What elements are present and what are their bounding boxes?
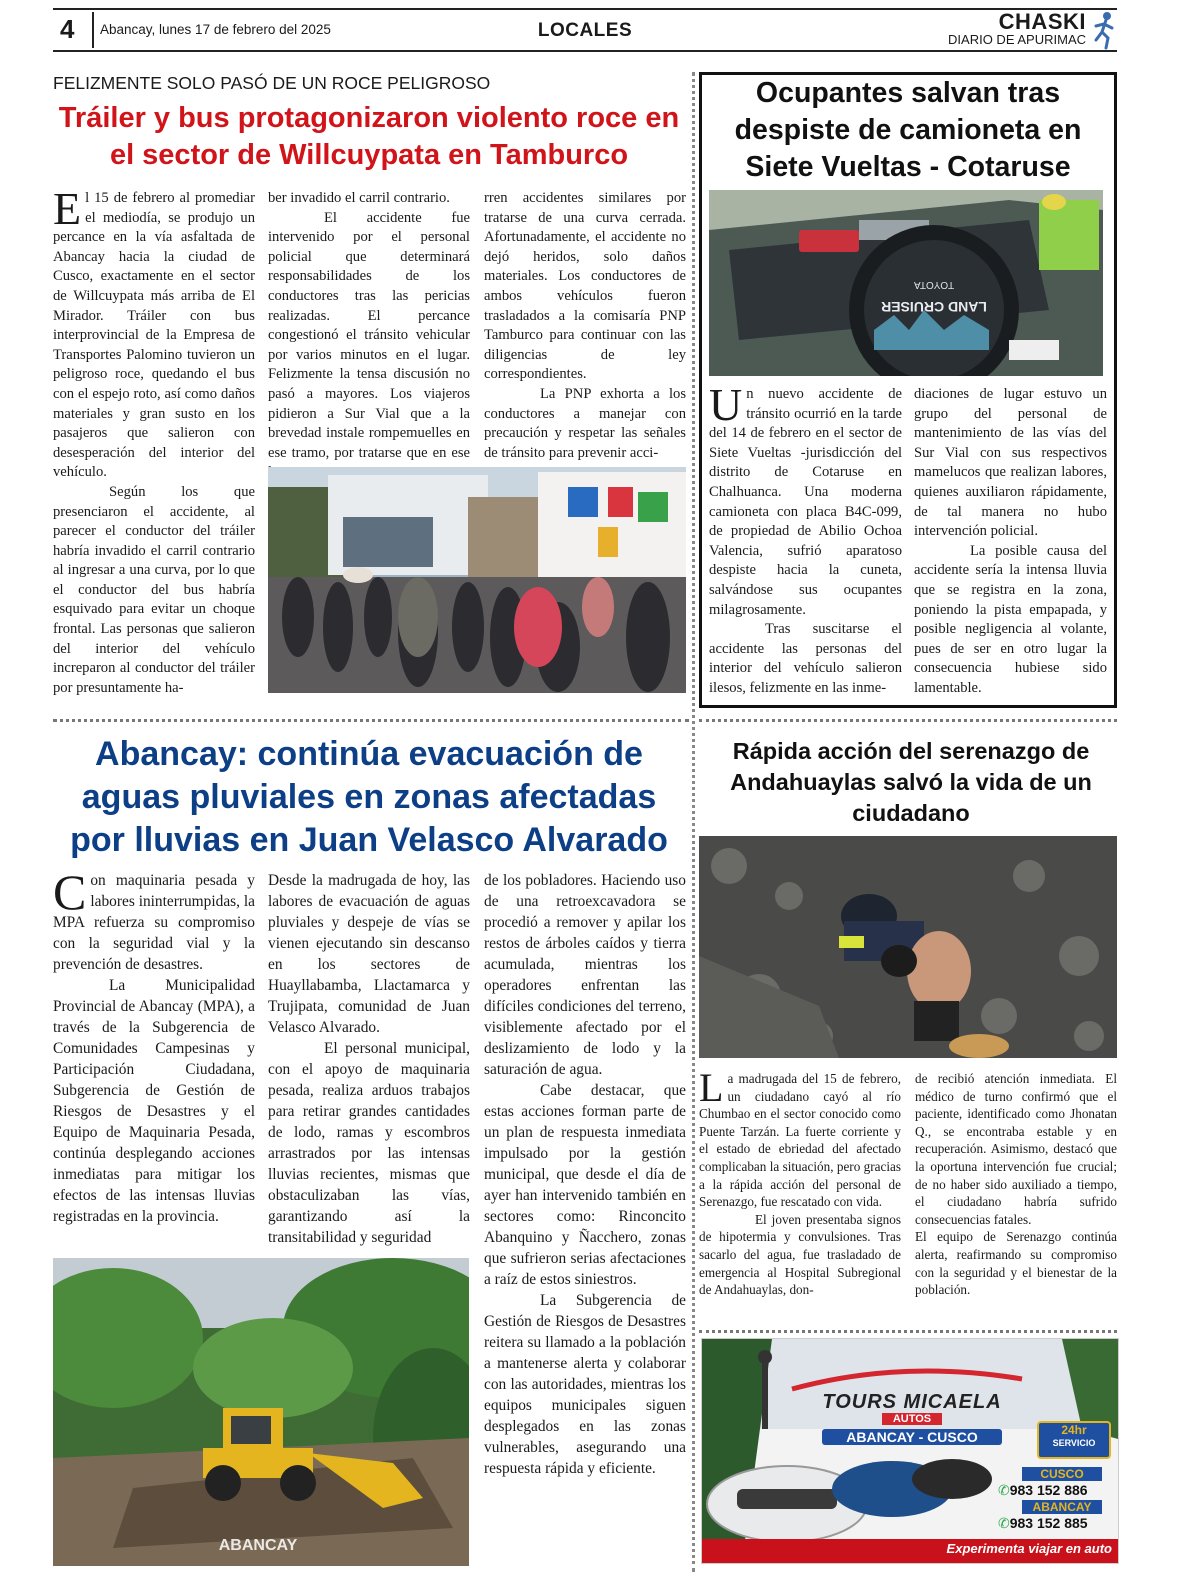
article2-dropcap: U xyxy=(709,379,743,430)
whatsapp-icon: ✆ xyxy=(998,1515,1010,1531)
ad-service-hours: 24hr xyxy=(1061,1423,1087,1437)
header-top-rule xyxy=(53,8,1117,10)
section-label: LOCALES xyxy=(537,20,633,41)
article1-column-1 xyxy=(53,183,255,698)
article3-column-3 xyxy=(484,870,686,1479)
ad-autos-label: AUTOS xyxy=(882,1413,942,1425)
article4-column-1 xyxy=(699,1065,901,1299)
header-bottom-rule xyxy=(53,50,1117,52)
ad-city-abancay: ABANCAY xyxy=(1022,1500,1102,1514)
chaski-runner-logo xyxy=(1092,10,1118,50)
ad-slogan: Experimenta viajar en auto xyxy=(946,1541,1112,1556)
article1-paragraph: La PNP exhorta a los conductores a manejar con precaución y respetar las señales de tránsito para prevenir acci- xyxy=(484,385,686,461)
article1-photo-trailer-bus xyxy=(268,467,686,693)
article1-headline: Tráiler y bus protagonizaron violento roce en el sector de Willcuypata en Tamburco xyxy=(58,102,680,171)
ad-service-badge xyxy=(1037,1421,1111,1459)
whatsapp-icon: ✆ xyxy=(998,1482,1010,1498)
ad-route: ABANCAY - CUSCO xyxy=(822,1429,1002,1445)
article2-paragraph: n nuevo accidente de tránsito ocurrió en la tarde del 14 de febrero en el sector de Siete Vueltas -jurisdicción del distrito de Cotaruse en Chalhuanca. Una moderna camioneta con placa B4C-099, de propiedad de Abilio Ochoa Valencia, sufrió aparatoso despiste hacia la cuneta, salvándose sus ocupantes milagrosamente. xyxy=(709,386,902,618)
article1-paragraph: rren accidentes similares por tratarse de una curva cerrada. Afortunadamente, el accidente no dejó heridos, solo daños materiales. Los conductores de ambos vehículos fueron trasladados a la comisaría PNP Tamburco para continuar con las diligencias de ley correspondientes. xyxy=(484,190,686,383)
ad-phone-cusco[interactable] xyxy=(998,1482,1108,1499)
article4-photo-rescue xyxy=(699,836,1117,1058)
article3-dropcap: C xyxy=(53,864,87,920)
article2-paragraph: diaciones de lugar estuvo un grupo del personal de mantenimiento de las vías del Sur Vial con sus respectivos mamelucos que realizan labores, quienes auxiliaron rápidamente, de tal manera no hubo intervención policial. xyxy=(914,386,1107,540)
article3-column-2 xyxy=(268,870,470,1248)
tire-model-text: LAND CRUISER xyxy=(881,299,987,315)
article2-paragraph: La posible causa del accidente sería la intensa lluvia que se registra en la zona, poniendo la pista empapada, y posible negligencia al volante, pues de ser en otro lugar la consecuencia hubiese sido lamentable. xyxy=(914,542,1107,696)
article2-column-2 xyxy=(914,385,1107,699)
article3-paragraph: La Municipalidad Provincial de Abancay (MPA), a través de la Subgerencia de Comunidades Campesinas y Participación Ciudadana, Subgerencia de Gestión de Riesgos de Desastres y el Equipo de Maquinaria Pesada, continúa desplegando acciones inmediatas para mitigar los efectos de las intensas lluvias registradas en la provincia. xyxy=(53,977,255,1225)
photo-watermark: ABANCAY xyxy=(218,1537,298,1554)
article2-column-1 xyxy=(709,379,902,699)
ad-city-cusco: CUSCO xyxy=(1022,1467,1102,1481)
article4-headline: Rápida acción del serenazgo de Andahuaylas salvó la vida de un ciudadano xyxy=(730,738,1092,826)
article1-dropcap: E xyxy=(53,183,82,234)
article3-paragraph: El personal municipal, con el apoyo de maquinaria pesada, realiza arduos trabajos para retirar grandes cantidades de lodo, ramas y escombros arrastrados por las intensas lluvias recientes, mismas que obstaculizaban las vías, garantizando así la transitabilidad y seguridad xyxy=(268,1040,470,1246)
article4-paragraph: El joven presentaba signos de hipotermia y convulsiones. Tras sacarlo del agua, fue trasladado de emergencia al Hospital Subregional de Andahuaylas, don- xyxy=(699,1211,901,1298)
article1-column-2 xyxy=(268,189,470,483)
article3-photo-excavator xyxy=(53,1258,469,1566)
brand-subtitle: DIARIO DE APURIMAC xyxy=(948,32,1086,47)
article1-paragraph: l 15 de febrero al promediar el mediodía, se produjo un percance en la vía asfaltada de Abancay hacia la ciudad de Cusco, exactamente en el sector de Willcuypata más arriba de El Mirador. Tráiler con bus interprovincial de la Empresa de Transportes Palomino tuvieron un peligroso roce, quedando el bus con el espejo roto, así como daños materiales y gran susto en los pasajeros que salieron con desesperación del interior del vehículo. xyxy=(53,190,255,481)
tours-micaela-ad[interactable] xyxy=(701,1338,1119,1564)
page-number: 4 xyxy=(60,14,75,44)
article1-paragraph: El accidente fue intervenido por el personal policial que determinará responsabilidades de los conductores tras las pericias realizadas. El percance congestionó el tránsito vehicular por varios minutos en el lugar. Felizmente la tensa discusión no pasó a mayores. Los viajeros pidieron a Sur Vial que a la brevedad instale rompemuelles en ese tramo, por tratarse que en ese xyxy=(268,209,470,461)
article4-paragraph: a madrugada del 15 de febrero, un ciudadano cayó al río Chumbao en el sector conocido como Puente Tarzán. La fuerte corriente y el estado de ebriedad del afectado complicaban la situación, pero gracias a la rápida acción del personal de Serenazgo, fue rescatado con vida. xyxy=(699,1071,901,1210)
section-separator xyxy=(699,719,1117,722)
article3-headline: Abancay: continúa evacuación de aguas pluviales en zonas afectadas por lluvias en Juan Velasco Alvarado xyxy=(70,735,668,859)
article3-paragraph: La Subgerencia de Gestión de Riesgos de Desastres reitera su llamado a la población a mantenerse alerta y colaborar con las autoridades, mientras los equipos municipales siguen desplegados en las zonas vulnerables, asegurando una respuesta rápida y eficiente. xyxy=(484,1292,686,1477)
brand-name: CHASKI xyxy=(998,9,1086,34)
article1-paragraph: ber invadido el carril contrario. xyxy=(268,190,450,206)
ad-phone-abancay-number: 983 152 885 xyxy=(1009,1515,1088,1531)
article2-photo-overturned-truck xyxy=(709,190,1103,376)
ad-brand: TOURS MICAELA xyxy=(822,1391,1002,1413)
article4-dropcap: L xyxy=(699,1065,724,1110)
article2-headline: Ocupantes salvan tras despiste de camioneta en Siete Vueltas - Cotaruse xyxy=(734,77,1082,183)
header-divider xyxy=(92,12,94,48)
article3-paragraph: on maquinaria pesada y labores ininterrumpidas, la MPA refuerza su compromiso con la seguridad vial y la prevención de desastres. xyxy=(53,872,255,973)
article3-paragraph: Desde la madrugada de hoy, las labores de evacuación de aguas pluviales y despeje de vías se vienen ejecutando sin descanso en los sectores de Huayllabamba, Llactamarca y Trujipata, comunidad de Juan Velasco Alvarado. xyxy=(268,872,470,1036)
ad-phone-abancay[interactable] xyxy=(998,1515,1108,1532)
article4-paragraph: de recibió atención inmediata. El médico de turno confirmó que el paciente, identificado como Jhonatan Q., se encontraba estable y en recuperación. Asimismo, destacó que la oportuna intervención fue crucial; de no haber sido auxiliado a tiempo, el ciudadano habría sufrido consecuencias fatales. xyxy=(915,1071,1117,1227)
article1-kicker: FELIZMENTE SOLO PASÓ DE UN ROCE PELIGROSO xyxy=(53,73,491,93)
article4-paragraph: El equipo de Serenazgo continúa alerta, reafirmando su compromiso con la seguridad y el bienestar de la población. xyxy=(915,1229,1117,1298)
article3-paragraph: Cabe destacar, que estas acciones forman parte de un plan de respuesta inmediata impulsado por la gestión municipal, que desde el día de ayer han intervenido también en sectores como: Rinconcito Abanquino y Ñacchero, zonas que sufrieron serias afectaciones a raíz de estos siniestros. xyxy=(484,1082,686,1288)
article4-column-2 xyxy=(915,1070,1117,1299)
article1-paragraph: Según los que presenciaron el accidente, al parecer el conductor del tráiler habría invadido el carril contrario al ingresar a una curva, por lo que el conductor del bus habría esquivado para evitar un choque frontal. Las personas que salieron del interior del vehículo increparon al conductor del tráiler por presuntamente ha- xyxy=(53,483,255,696)
article1-column-3 xyxy=(484,189,686,463)
column-divider xyxy=(692,72,695,1572)
ad-service-label: SERVICIO xyxy=(1052,1438,1096,1448)
dateline: Abancay, lunes 17 de febrero del 2025 xyxy=(100,22,331,37)
article2-paragraph: Tras suscitarse el accidente las personas del interior del vehículo salieron ilesos, felizmente en las inme- xyxy=(709,621,902,696)
article3-column-1 xyxy=(53,864,255,1227)
tire-brand-text: TOYOTA xyxy=(913,279,955,290)
ad-phone-cusco-number: 983 152 886 xyxy=(1009,1482,1088,1498)
section-separator xyxy=(53,719,689,722)
article3-paragraph: de los pobladores. Haciendo uso de una retroexcavadora se procedió a remover y apilar los restos de árboles caídos y tierra acumulada, mientras los operadores enfrentan las difíciles condiciones del terreno, visiblemente afectado por el deslizamiento de lodo y la saturación de agua. xyxy=(484,872,686,1078)
section-separator xyxy=(699,1330,1117,1333)
